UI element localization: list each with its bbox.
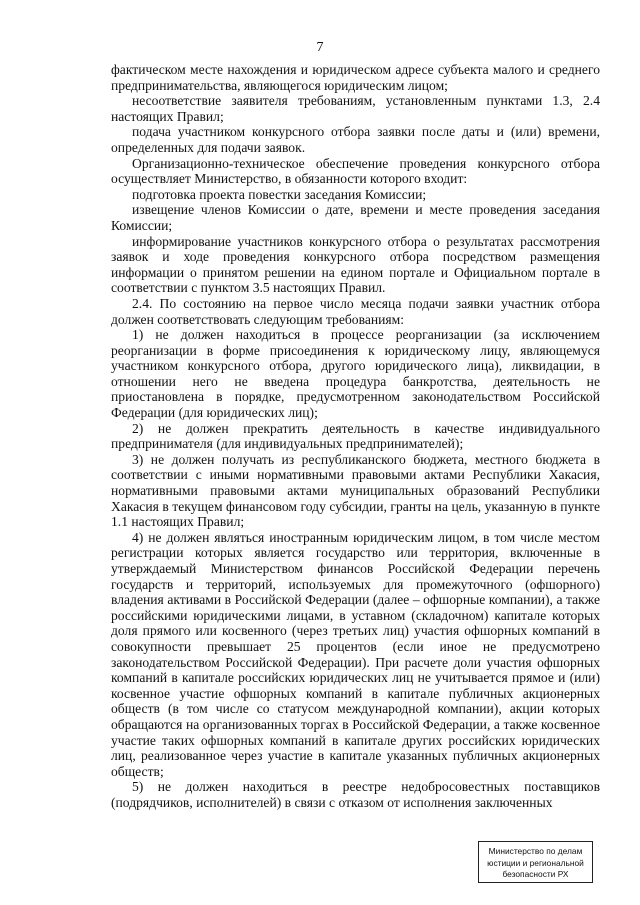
ministry-stamp (478, 841, 593, 883)
paragraph-org-support: Организационно-техническое обеспечение проведения конкурсного отбора осуществляет Министерство, в обязанности которого входит: (111, 155, 600, 187)
paragraph-section-2-4: 2.4. По состоянию на первое число месяца подачи заявки участник отбора должен соответствовать следующим требованиям: (111, 295, 600, 327)
paragraph-continuation: фактическом месте нахождения и юридическом адресе субъекта малого и среднего предпринимательства, являющегося юридическим лицом; (111, 62, 600, 93)
paragraph-item-2: 2) не должен прекратить деятельность в качестве индивидуального предпринимателя (для индивидуальных предпринимателей); (111, 420, 600, 452)
stamp-line-1: Министерство по делам (488, 846, 583, 856)
paragraph-item-4: 4) не должен являться иностранным юридическим лицом, в том числе местом регистрации которых является государство или территория, включенные в утверждаемый Министерством финансов Российской Федерации перечень государств и территорий, используемых для промежуточного (офшорного) владения активами в Российской Федерации (далее – офшорные компании), а также российскими юридическими лицами, в уставном (складочном) капитале которых доля прямого или косвенного (через третьих лиц) участия офшорных компаний в совокупности превышает 25 процентов (если иное не предусмотрено законодательством Российской Федерации). При расчете доли участия офшорных компаний в капитале российских юридических лиц не учитывается прямое и (или) косвенное участие офшорных компаний в капитале публичных акционерных обществ (в том числе со статусом международной компании), акции которых обращаются на организованных торгах в Российской Федерации, а также косвенное участие таких офшорных компаний в капитале других российских юридических лиц, реализованное через участие в капитале указанных публичных акционерных обществ; (111, 529, 600, 779)
paragraph-mismatch-requirements: несоответствие заявителя требованиям, установленным пунктами 1.3, 2.4 настоящих Правил; (111, 93, 600, 124)
document-body (111, 62, 600, 811)
paragraph-item-5: 5) не должен находиться в реестре недобросовестных поставщиков (подрядчиков, исполнителей) в связи с отказом от исполнения заключенных (111, 779, 600, 810)
paragraph-late-submission: подача участником конкурсного отбора заявки после даты и (или) времени, определенных для подачи заявок. (111, 124, 600, 155)
stamp-line-3: безопасности РХ (502, 869, 569, 879)
paragraph-agenda: подготовка проекта повестки заседания Комиссии; (132, 186, 427, 202)
page-number: 7 (316, 40, 324, 55)
paragraph-item-3: 3) не должен получать из республиканского бюджета, местного бюджета в соответствии с иными нормативными правовыми актами Республики Хакасия, нормативными правовыми актами муниципальных образований Республики Хакасия в текущем финансовом году субсидии, гранты на цель, указанную в пункте 1.1 настоящих Правил; (111, 451, 600, 530)
paragraph-informing: информирование участников конкурсного отбора о результатах рассмотрения заявок и ходе проведения конкурсного отбора посредством размещения информации о принятом решении на едином портале и Официальном портале в соответствии с пунктом 3.5 настоящих Правил. (111, 233, 600, 296)
paragraph-notification: извещение членов Комиссии о дате, времени и месте проведения заседания Комиссии; (111, 202, 600, 233)
paragraph-item-1: 1) не должен находиться в процессе реорганизации (за исключением реорганизации в форме присоединения к юридическому лицу, являющемуся участником конкурсного отбора, другого юридического лица), ликвидации, в отношении него не введена процедура банкротства, деятельность не приостановлена в порядке, предусмотренном законодательством Российской Федерации (для юридических лиц); (111, 327, 600, 421)
stamp-line-2: юстиции и региональной (487, 857, 584, 868)
